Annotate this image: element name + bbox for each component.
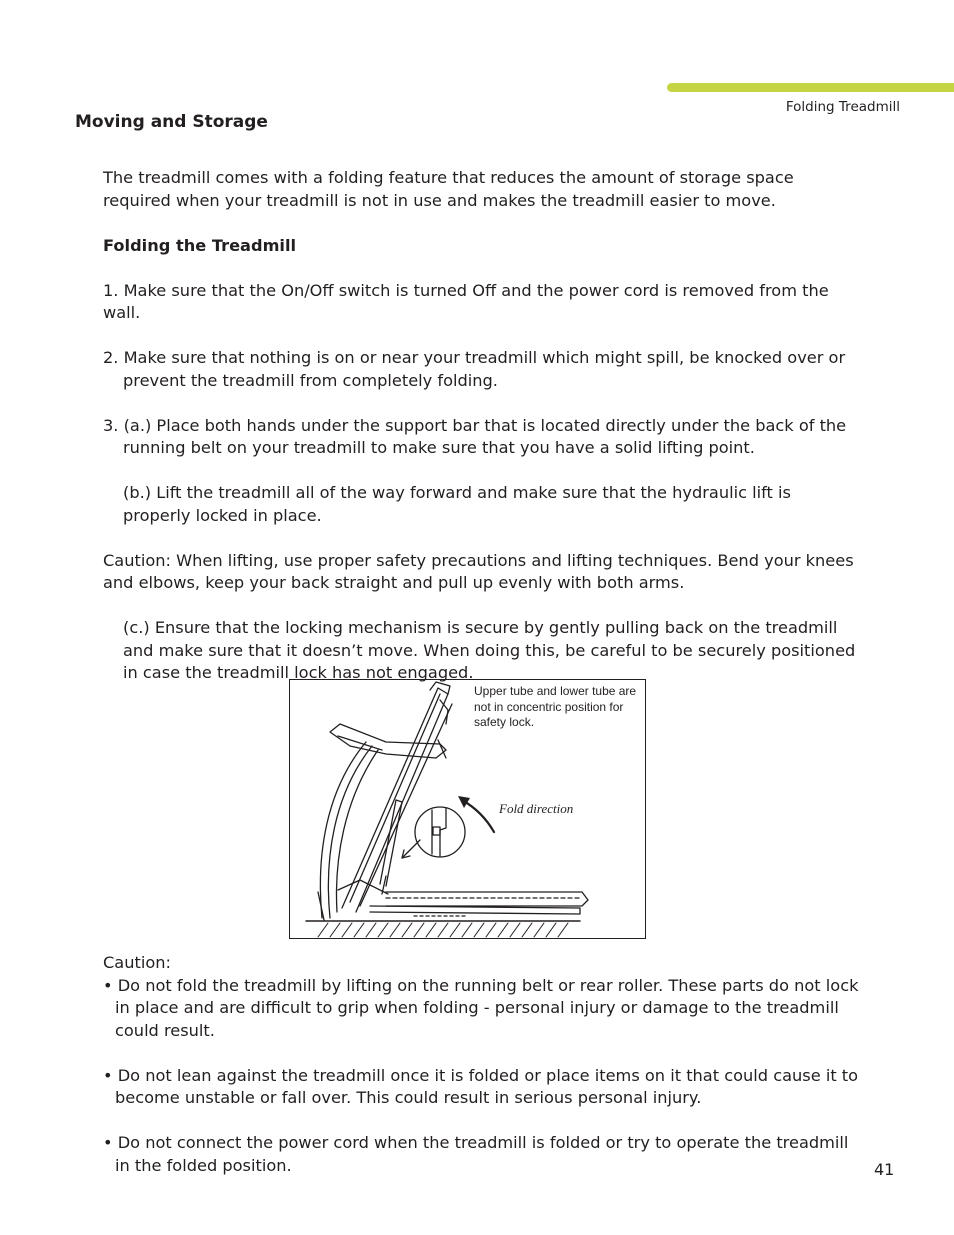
caution-bullet: • Do not connect the power cord when the treadmill is folded or try to operate the treadmill in the folded position. (103, 1133, 849, 1175)
intro-paragraph: The treadmill comes with a folding feature that reduces the amount of storage space required when your treadmill is not in use and makes the treadmill easier to move. (103, 168, 794, 210)
step-3c: (c.) Ensure that the locking mechanism is secure by gently pulling back on the treadmill and make sure that it doesn’t move. When doing this, be careful to be securely positioned in case the treadmill lock has not engaged. (123, 618, 856, 682)
step-1: 1. Make sure that the On/Off switch is turned Off and the power cord is removed from the wall. (103, 280, 829, 322)
figure-note: Upper tube and lower tube are not in concentric position for safety lock. (474, 684, 637, 729)
running-head: Folding Treadmill (785, 99, 900, 115)
fold-direction-label: Fold direction (499, 801, 574, 816)
step-3a: 3. (a.) Place both hands under the support bar that is located directly under the back of the running belt on your treadmill to make sure that you have a solid lifting point. (103, 415, 847, 457)
caution-bullet: • Do not lean against the treadmill once it is folded or place items on it that could cause it to become unstable or fall over. This could result in serious personal injury. (103, 1065, 859, 1107)
page-number: 41 (874, 1160, 895, 1179)
step-2: 2. Make sure that nothing is on or near your treadmill which might spill, be knocked over or prevent the treadmill from completely folding. (103, 348, 846, 390)
caution-lifting: Caution: When lifting, use proper safety precautions and lifting techniques. Bend your knees and elbows, keep your back straight and pull up evenly with both arms. (103, 550, 854, 592)
step-3b: (b.) Lift the treadmill all of the way forward and make sure that the hydraulic lift is properly locked in place. (123, 483, 791, 525)
body-text (103, 167, 863, 685)
folding-figure (289, 679, 646, 939)
header-accent-bar (667, 83, 954, 92)
folding-heading: Folding the Treadmill (103, 235, 297, 255)
section-title: Moving and Storage (75, 112, 268, 132)
caution-block (103, 952, 863, 1177)
caution-label: Caution: (103, 953, 171, 972)
caution-bullet: • Do not fold the treadmill by lifting on the running belt or rear roller. These parts do not lock in place and are difficult to grip when folding - personal injury or damage to the treadmill could result. (103, 975, 859, 1040)
